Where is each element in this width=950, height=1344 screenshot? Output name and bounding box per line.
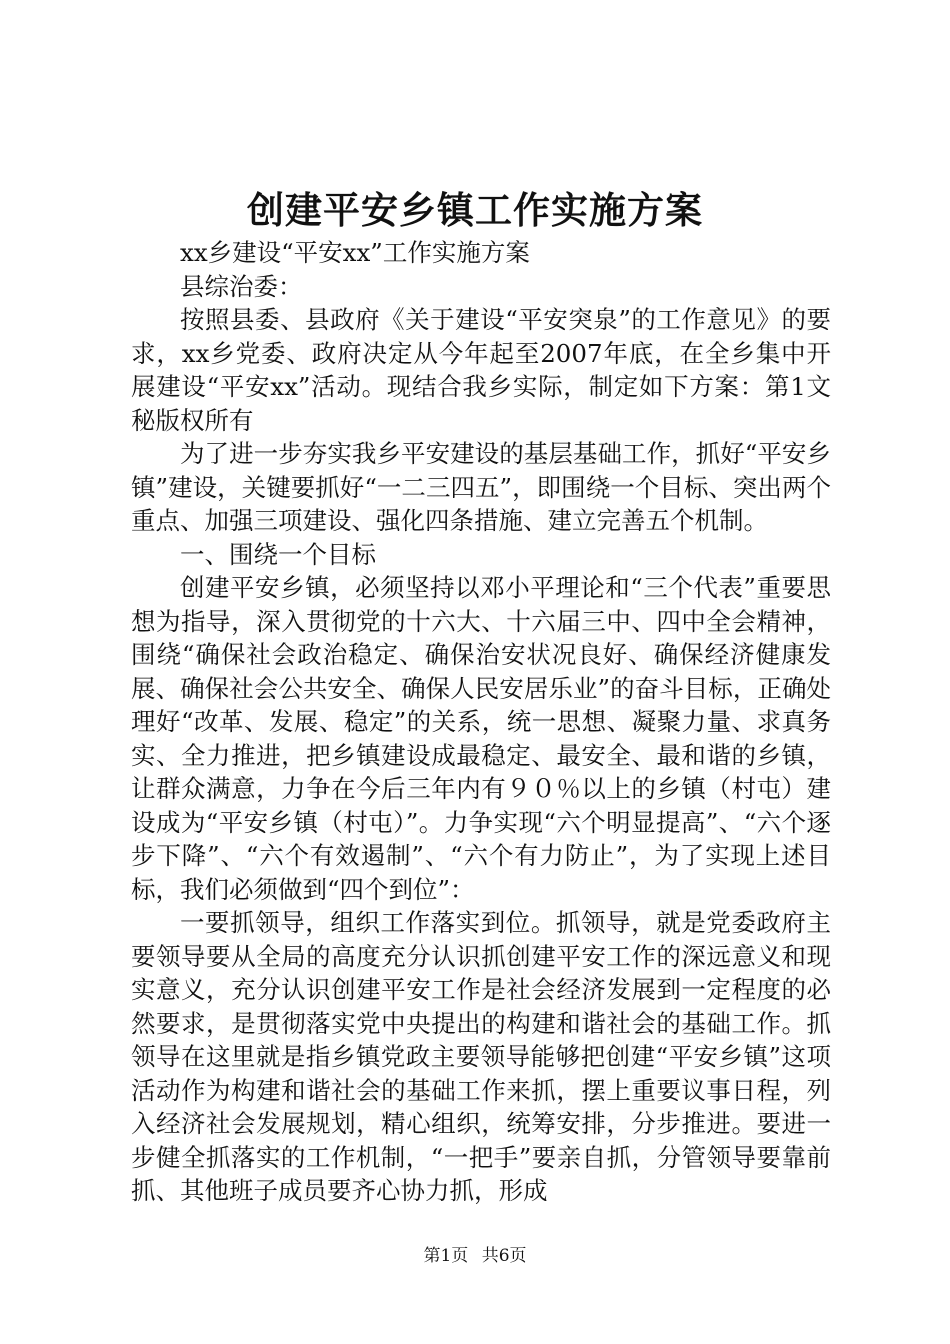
paragraph-leadership: 一要抓领导，组织工作落实到位。抓领导，就是党委政府主要领导要从全局的高度充分认识抓创建平安工作的深远意义和现实意义，充分认识创建平安工作是社会经济发展到一定程度的必然要求，是贯彻落实党中央提出的构建和谐社会的基础工作。抓领导在这里就是指乡镇党政主要领导能够把创建“平安乡镇”这项活动作为构建和谐社会的基础工作来抓，摆上重要议事日程，列入经济社会发展规划，精心组织，统筹安排，分步推进。要进一步健全抓落实的工作机制，“一把手”要亲自抓，分管领导要靠前抓、其他班子成员要齐心协力抓，形成 <box>131 908 831 1205</box>
paragraph-subtitle: xx乡建设“平安xx”工作实施方案 <box>180 238 530 267</box>
paragraph-intro: 按照县委、县政府《关于建设“平安突泉”的工作意见》的要求，xx乡党委、政府决定从今年起至2007年底，在全乡集中开展建设“平安xx”活动。现结合我乡实际，制定如下方案：第1文秘版权所有 <box>131 305 831 435</box>
section-heading-1: 一、围绕一个目标 <box>180 539 376 569</box>
paragraph-addressee: 县综治委： <box>180 271 303 301</box>
paragraph-overview: 为了进一步夯实我乡平安建设的基层基础工作，抓好“平安乡镇”建设，关键要抓好“一二三四五”，即围绕一个目标、突出两个重点、加强三项建设、强化四条措施、建立完善五个机制。 <box>131 439 831 535</box>
document-body <box>131 236 831 1208</box>
page-footer <box>0 1244 950 1268</box>
paragraph-goal: 创建平安乡镇，必须坚持以邓小平理论和“三个代表”重要思想为指导，深入贯彻党的十六大、十六届三中、四中全会精神，围绕“确保社会政治稳定、确保治安状况良好、确保经济健康发展、确保社会公共安全、确保人民安居乐业”的奋斗目标，正确处理好“改革、发展、稳定”的关系，统一思想、凝聚力量、求真务实、全力推进，把乡镇建设成最稳定、最安全、最和谐的乡镇，让群众满意，力争在今后三年内有９０％以上的乡镇（村屯）建设成为“平安乡镇（村屯）”。力争实现“六个明显提高”、“六个逐步下降”、“六个有效遏制”、“六个有力防止”，为了实现上述目标，我们必须做到“四个到位”： <box>131 573 831 904</box>
page-number: 第1页 <box>423 1246 469 1266</box>
page-total: 共6页 <box>481 1246 527 1266</box>
document-title: 创建平安乡镇工作实施方案 <box>247 188 703 232</box>
